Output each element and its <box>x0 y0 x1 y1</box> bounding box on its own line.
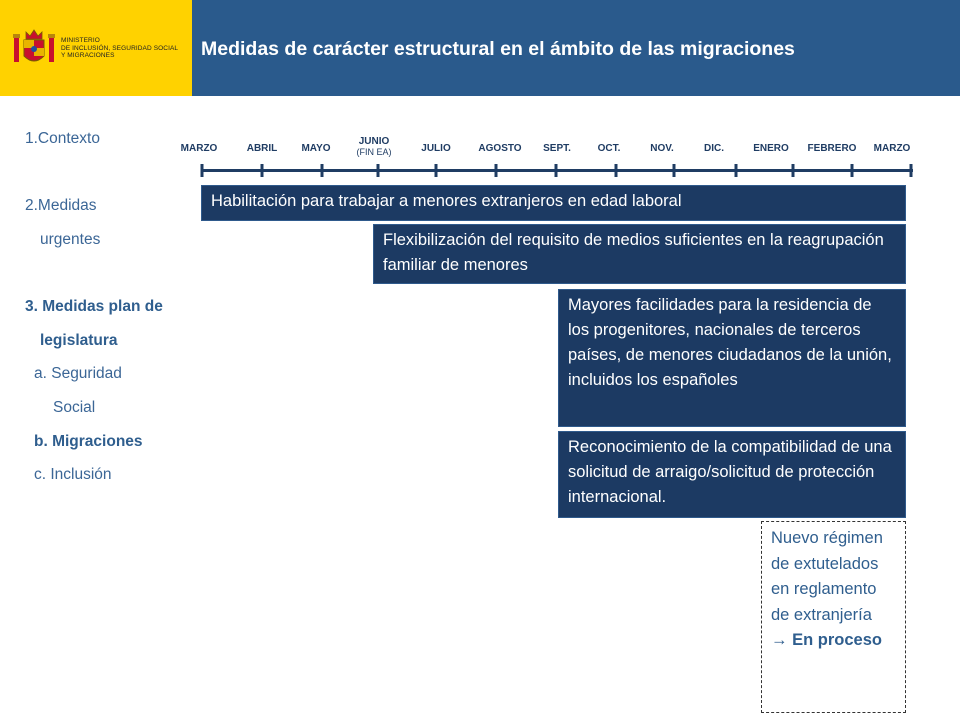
month-label: DIC. <box>704 143 724 154</box>
sidebar-item-contexto[interactable]: 1.Contexto <box>25 130 100 147</box>
sidebar-item-plan-legislatura[interactable]: 3. Medidas plan de <box>25 298 163 315</box>
timeline-tick <box>673 164 676 177</box>
timeline-tick <box>435 164 438 177</box>
month-label: SEPT. <box>543 143 571 154</box>
sidebar-item-inclusion[interactable]: c. Inclusión <box>34 466 112 483</box>
sidebar-item-migraciones[interactable]: b. Migraciones <box>34 433 143 450</box>
month-label: AGOSTO <box>478 143 522 154</box>
month-label: MARZO <box>180 143 218 154</box>
month-label: NOV. <box>650 143 674 154</box>
month-label: FEBRERO <box>807 143 857 154</box>
pending-text: Nuevo régimen de extutelados en reglamento de extranjería <box>771 529 883 624</box>
measure-bar-progenitores: Mayores facilidades para la residencia de los progenitores, nacionales de terceros países, de menores ciudadanos de la unión, incluidos los españoles <box>558 289 906 427</box>
timeline-tick <box>261 164 264 177</box>
ministry-name <box>61 37 178 60</box>
month-label: MAYO <box>301 143 331 154</box>
slide-title: Medidas de carácter estructural en el ámbito de las migraciones <box>201 38 795 60</box>
month-label: OCT. <box>597 143 621 154</box>
measure-bar-arraigo: Reconocimiento de la compatibilidad de una solicitud de arraigo/solicitud de protección internacional. <box>558 431 906 518</box>
measure-bar-reagrupacion: Flexibilización del requisito de medios suficientes en la reagrupación familiar de menores <box>373 224 906 284</box>
timeline-tick <box>851 164 854 177</box>
pending-measure-box <box>761 521 906 713</box>
status-label: En proceso <box>792 631 882 649</box>
month-label: ABRIL <box>246 143 278 154</box>
coat-of-arms-icon <box>12 26 56 70</box>
month-label: MARZO <box>873 143 911 154</box>
ministry-line: DE INCLUSIÓN, SEGURIDAD SOCIAL <box>61 44 179 52</box>
ministry-line: MINISTERIO <box>61 37 100 44</box>
month-label-junio <box>357 137 392 157</box>
ministry-line: Y MIGRACIONES <box>61 52 115 59</box>
sidebar-item-social[interactable]: Social <box>53 399 96 416</box>
month-note: (FIN EA) <box>356 147 392 157</box>
timeline-tick <box>615 164 618 177</box>
timeline-tick <box>377 164 380 177</box>
timeline-tick <box>201 164 204 177</box>
timeline-tick <box>555 164 558 177</box>
sidebar-item-urgentes[interactable]: urgentes <box>40 231 101 248</box>
ministry-logo-panel <box>0 0 192 96</box>
sidebar-item-legislatura[interactable]: legislatura <box>40 332 118 349</box>
timeline-tick <box>735 164 738 177</box>
arrow-right-icon: → <box>771 631 788 649</box>
sidebar-item-medidas[interactable]: 2.Medidas <box>25 197 97 214</box>
month-label: ENERO <box>753 143 789 154</box>
month-label: JUNIO <box>358 136 390 147</box>
month-label: JULIO <box>421 143 451 154</box>
measure-bar-menores-trabajo: Habilitación para trabajar a menores extranjeros en edad laboral <box>201 185 906 221</box>
timeline-tick <box>910 164 913 177</box>
sidebar-item-seguridad[interactable]: a. Seguridad <box>34 365 122 382</box>
timeline-tick <box>495 164 498 177</box>
timeline-tick <box>792 164 795 177</box>
timeline-tick <box>321 164 324 177</box>
